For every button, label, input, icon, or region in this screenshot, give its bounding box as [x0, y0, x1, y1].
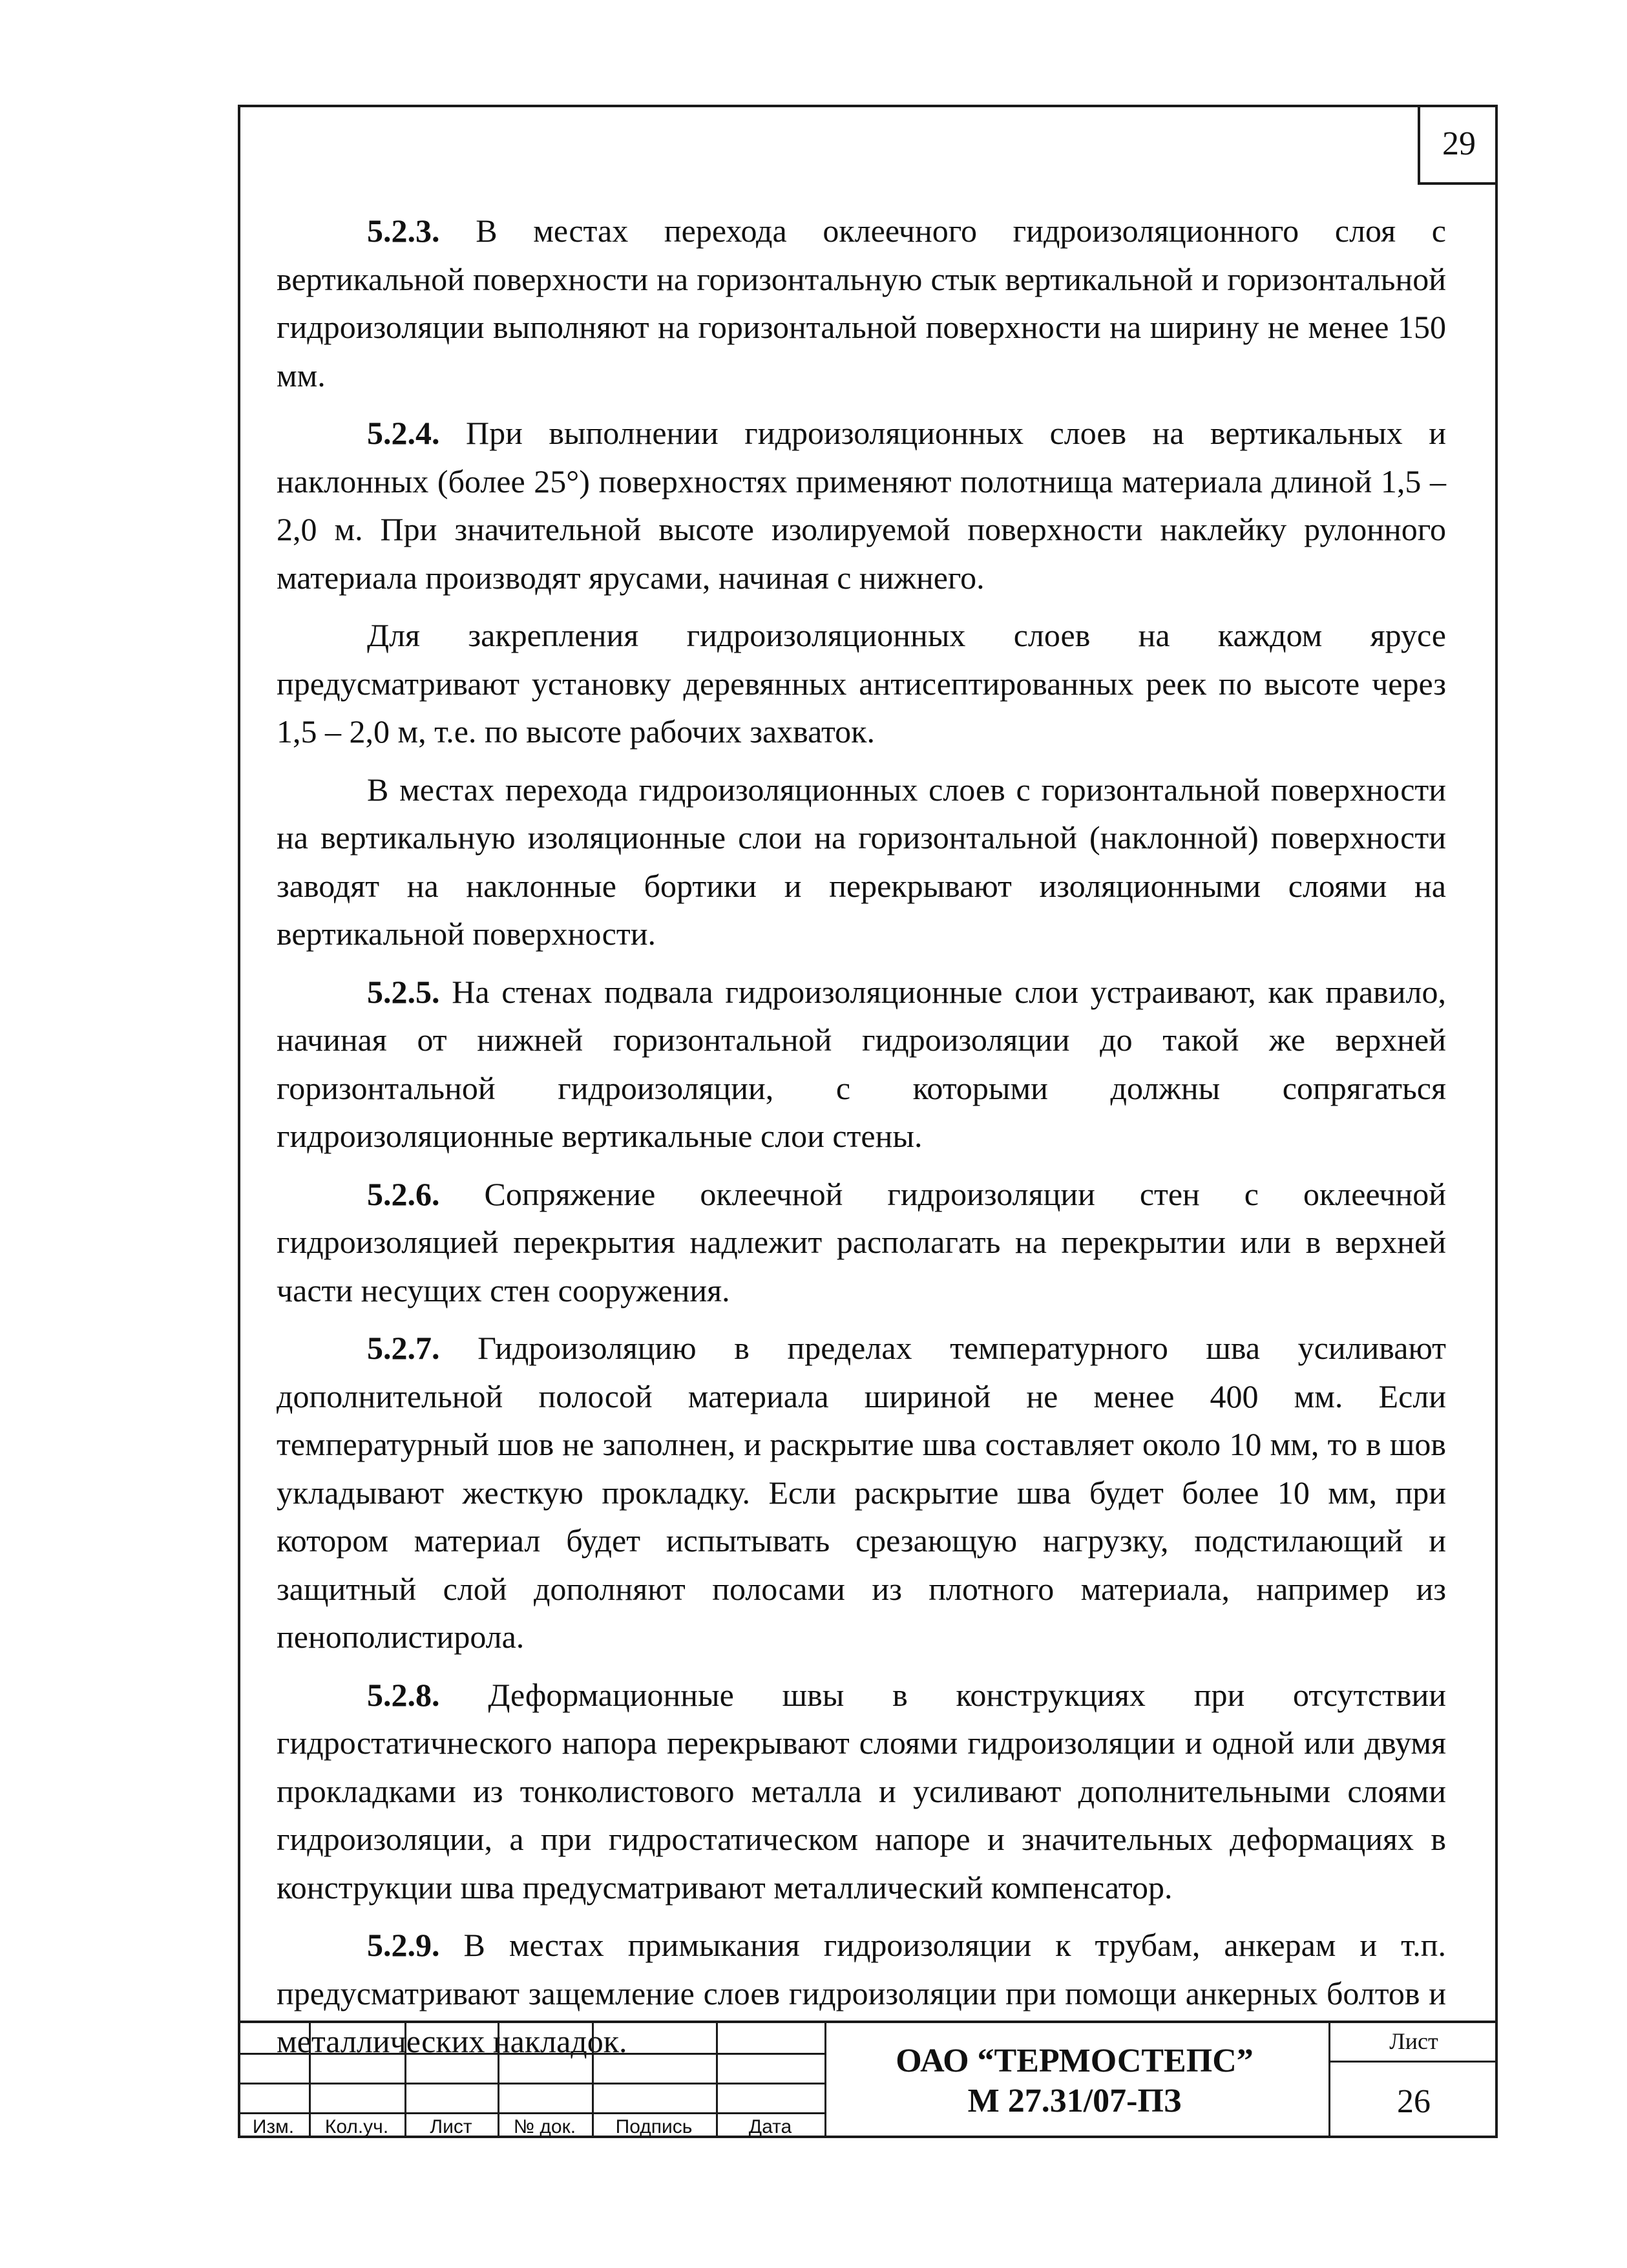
- section-number: 5.2.3.: [367, 213, 440, 249]
- paragraph-fastening: [277, 611, 1446, 756]
- grid-line: [238, 2083, 824, 2084]
- paragraph-text: В местах перехода гидроизоляционных слоев с горизонтальной поверхности на вертикальную изоляционные слои на горизонтальной (наклонной) поверхности заводят на наклонные бортики и перекрывают изоляционными слоями на вертикальной поверхности.: [277, 771, 1446, 952]
- paragraph-text: Деформационные швы в конструкциях при отсутствии гидростатичнеского напора перекрывают слоями гидроизоляции и одной или двумя прокладками из тонколистового металла и усиливают дополнительными слоями гидроизоляции, а при гидростатическом напоре и значительных деформациях в конструкции шва предусматривают металлический компенсатор.: [277, 1676, 1446, 1906]
- header-izm: Изм.: [252, 2116, 295, 2137]
- paragraph-5-2-3: [277, 207, 1446, 399]
- header-list: Лист: [430, 2116, 472, 2137]
- paragraph-5-2-5: [277, 968, 1446, 1160]
- paragraph-5-2-6: [277, 1170, 1446, 1315]
- paragraph-text: При выполнении гидроизоляционных слоев на вертикальных и наклонных (более 25°) поверхностях применяют полотнища материала длиной 1,5 – 2,0 м. При значительной высоте изолируемой поверхности наклейку рулонного материала производят ярусами, начиная с нижнего.: [277, 415, 1446, 596]
- paragraph-text: В местах примыкания гидроизоляции к трубам, анкерам и т.п. предусматривают защемление слоев гидроизоляции при помощи анкерных болтов и металлических накладок.: [277, 1927, 1446, 2059]
- header-signature: Подпись: [615, 2116, 693, 2137]
- section-number: 5.2.9.: [367, 1927, 440, 1963]
- header-kol-uch: Кол.уч.: [324, 2116, 389, 2137]
- paragraph-5-2-7: [277, 1324, 1446, 1661]
- section-number: 5.2.8.: [367, 1676, 440, 1713]
- paragraph-text: Гидроизоляцию в пределах температурного шва усиливают дополнительной полосой материала шириной не менее 400 мм. Если температурный шов не заполнен, и раскрытие шва составляет около 10 мм, то в шов укладывают жесткую прокладку. Если раскрытие шва будет более 10 мм, при котором материал будет испытывать срезающую нагрузку, подстилающий и защитный слой дополняют полосами из плотного материала, например из пенополистирола.: [277, 1330, 1446, 1655]
- organization-name: ОАО “ТЕРМОСТЕПС”: [896, 2042, 1254, 2079]
- section-number: 5.2.4.: [367, 415, 440, 451]
- top-page-number: [1418, 105, 1498, 185]
- sheet-label: Лист: [1389, 2028, 1438, 2054]
- paragraph-5-2-8: [277, 1671, 1446, 1912]
- document-body: [277, 207, 1446, 2075]
- document-designation: [826, 2041, 1323, 2121]
- top-page-number-text: 29: [1442, 125, 1476, 162]
- paragraph-text: Сопряжение оклеечной гидроизоляции стен с оклеечной гидроизоляцией перекрытия надлежит располагать на перекрытии или в верхней части несущих стен сооружения.: [277, 1175, 1446, 1308]
- header-date: Дата: [748, 2116, 792, 2137]
- paragraph-transition: [277, 766, 1446, 958]
- section-number: 5.2.6.: [367, 1175, 440, 1212]
- title-block: [238, 2021, 1498, 2138]
- paragraph-text: Для закрепления гидроизоляционных слоев на каждом ярусе предусматривают установку деревянных антисептированных реек по высоте через 1,5 – 2,0 м, т.е. по высоте рабочих захваток.: [277, 617, 1446, 750]
- section-number: 5.2.7.: [367, 1330, 440, 1366]
- sheet-number: 26: [1397, 2083, 1431, 2120]
- document-code: М 27.31/07-ПЗ: [967, 2083, 1182, 2119]
- paragraph-text: На стенах подвала гидроизоляционные слои устраивают, как правило, начиная от нижней горизонтальной гидроизоляции до такой же верхней горизонтальной гидроизоляции, с которыми должны сопрягаться гидроизоляционные вертикальные слои стены.: [277, 973, 1446, 1154]
- header-doc-number: № док.: [513, 2116, 576, 2137]
- paragraph-text: В местах перехода оклеечного гидроизоляционного слоя с вертикальной поверхности на горизонтальную стык вертикальной и горизонтальной гидроизоляции выполняют на горизонтальной поверхности на ширину не менее 150 мм.: [277, 213, 1446, 394]
- paragraph-5-2-4: [277, 409, 1446, 602]
- grid-line: [238, 2053, 824, 2055]
- section-number: 5.2.5.: [367, 973, 440, 1010]
